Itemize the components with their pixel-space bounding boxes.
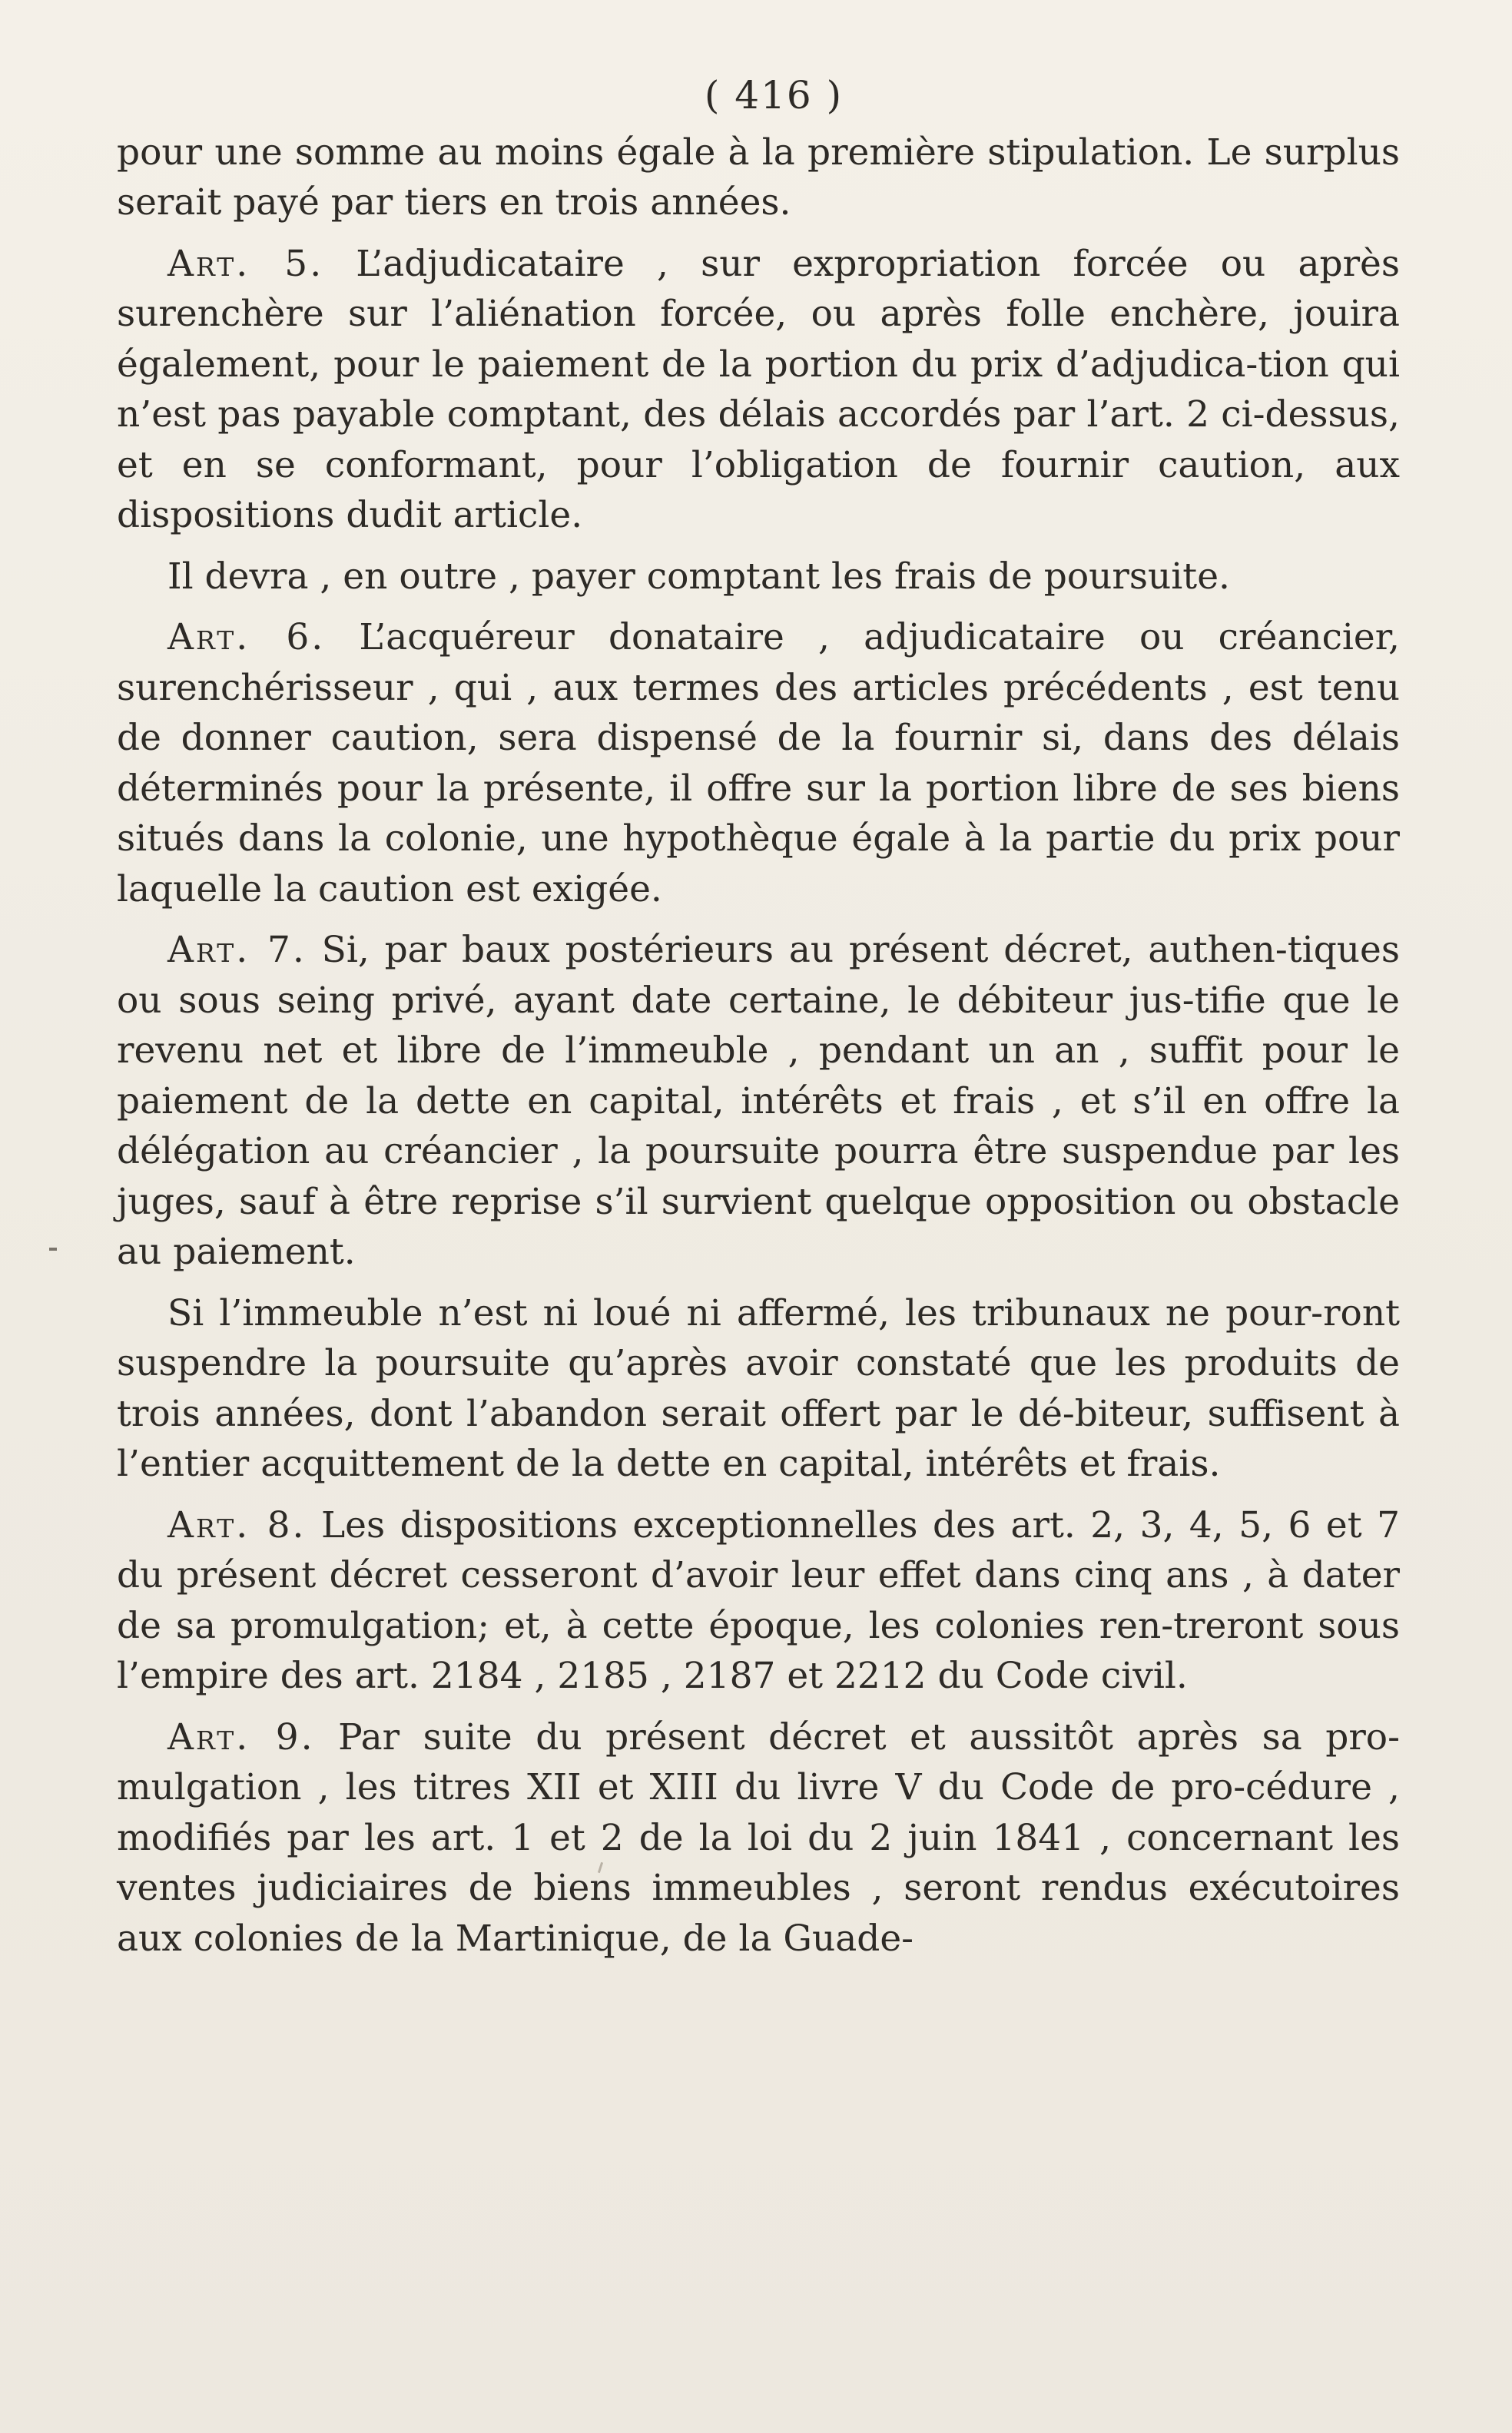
paragraph-continuation (117, 128, 1400, 228)
article-label: Art. 9. (167, 1715, 315, 1758)
article-label: Art. 6. (167, 616, 326, 658)
paragraph-text: Par suite du présent décret et aussitôt après sa pro-mulgation , les titres XII et XIII du livre V du Code de pro-cédure , modifiés par les art. 1 et 2 de la loi du 2 juin 1841 , concernant les ventes judiciaires de biens immeubles , seront rendus exécutoires aux colonies de la Martinique, de la Guade- (117, 1715, 1400, 1960)
paragraph-text: Les dispositions exceptionnelles des art. 2, 3, 4, 5, 6 et 7 du présent décret cesseront d’avoir leur effet dans cinq ans , à dater de sa promulgation; et, à cette époque, les colonies ren-treront sous l’empire des art. 2184 , 2185 , 2187 et 2212 du Code civil. (117, 1503, 1400, 1697)
article-6 (117, 612, 1400, 914)
paragraph-text: L’acquéreur donataire , adjudicataire ou créancier, surenchérisseur , qui , aux termes des articles précédents , est tenu de donner caution, sera dispensé de la fournir si, dans des délais déterminés pour la présente, il offre sur la portion libre de ses biens situés dans la colonie, une hypothèque égale à la partie du prix pour laquelle la caution est exigée. (117, 616, 1400, 910)
paragraph-text: Si l’immeuble n’est ni loué ni affermé, les tribunaux ne pour-ront suspendre la poursuite qu’après avoir constaté que les produits de trois années, dont l’abandon serait offert par le dé-biteur, suffisent à l’entier acquittement de la dette en capital, intérêts et frais. (117, 1291, 1400, 1485)
article-label: Art. 5. (167, 242, 324, 285)
paragraph-frais (117, 552, 1400, 602)
text-block (117, 71, 1400, 1964)
article-label: Art. 8. (167, 1503, 307, 1546)
article-5 (117, 239, 1400, 541)
paragraph-text: pour une somme au moins égale à la première stipulation. Le surplus serait payé par tiers en trois années. (117, 131, 1400, 224)
article-9 (117, 1712, 1400, 1964)
article-8 (117, 1500, 1400, 1702)
margin-mark (49, 1248, 57, 1251)
article-label: Art. 7. (167, 929, 307, 971)
paragraph-text: L’adjudicataire , sur expropriation forcée ou après surenchère sur l’aliénation forcée, ou après folle enchère, jouira également, pour le paiement de la portion du prix d’adjudica-tion qui n’est pas payable comptant, des délais accordés par l’art. 2 ci-dessus, et en se conformant, pour l’obligation de fournir caution, aux dispositions dudit article. (117, 242, 1400, 536)
paragraph-text: Il devra , en outre , payer comptant les frais de poursuite. (167, 555, 1230, 598)
page-number: ( 416 ) (704, 73, 844, 118)
paragraph-text: Si, par baux postérieurs au présent décret, authen-tiques ou sous seing privé, ayant date certaine, le débiteur jus-tifie que le revenu net et libre de l’immeuble , pendant un an , suffit pour le paiement de la dette en capital, intérêts et frais , et s’il en offre la délégation au créancier , la poursuite pourra être suspendue par les juges, sauf à être reprise s’il survient quelque opposition ou obstacle au paiement. (117, 929, 1400, 1273)
paragraph-immeuble (117, 1288, 1400, 1490)
article-7 (117, 925, 1400, 1278)
